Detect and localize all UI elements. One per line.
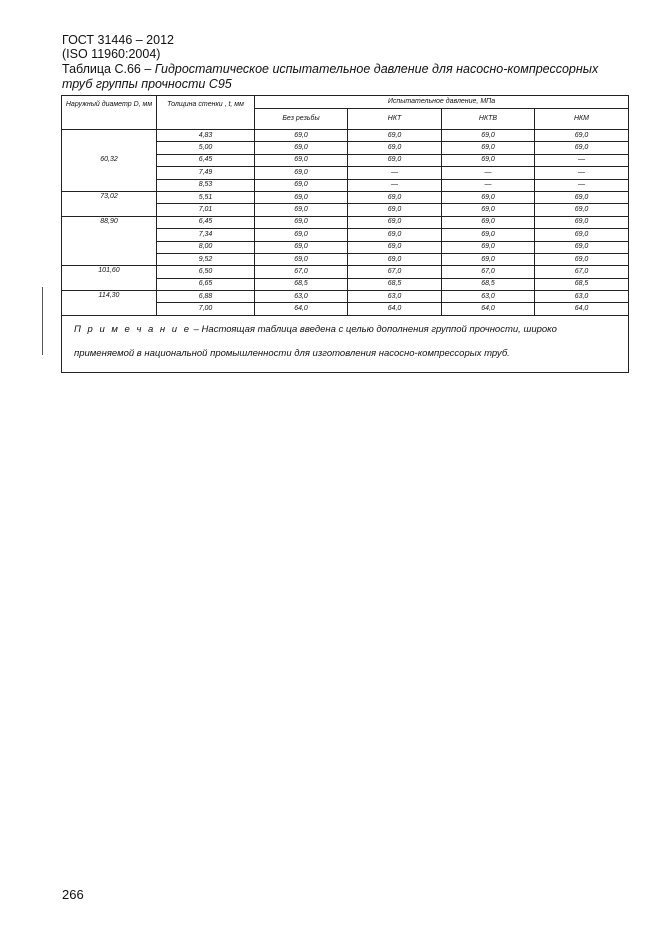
cell-pressure: — [535,154,629,166]
cell-pressure: 69,0 [535,241,629,253]
cell-pressure: 68,5 [535,278,629,290]
cell-pressure: 69,0 [255,241,348,253]
header-nkm: НКМ [535,109,629,130]
cell-pressure: — [535,167,629,179]
header-thickness: Толщина стенки , t, мм [157,96,255,130]
cell-diameter: 73,02 [62,191,157,216]
header-no-thread: Без резьбы [255,109,348,130]
cell-pressure: 69,0 [348,253,442,265]
cell-pressure: 69,0 [348,154,442,166]
cell-pressure: 69,0 [442,253,535,265]
cell-pressure: 69,0 [348,216,442,228]
cell-pressure: 69,0 [442,229,535,241]
iso-reference: (ISO 11960:2004) [62,47,161,61]
cell-pressure: 69,0 [535,253,629,265]
cell-pressure: 69,0 [255,216,348,228]
cell-diameter: 114,30 [62,291,157,316]
cell-pressure: 69,0 [348,229,442,241]
page-number: 266 [62,887,84,902]
cell-pressure: 67,0 [255,266,348,278]
table-row [62,266,629,278]
cell-pressure: 69,0 [348,130,442,142]
table-row [62,216,629,228]
cell-thickness: 6,45 [157,216,255,228]
cell-pressure: 69,0 [348,241,442,253]
table-row [62,130,629,142]
note-text-2: применяемой в национальной промышленности для изготовления насосно-компрессорых труб. [74,347,510,359]
cell-pressure: 69,0 [442,142,535,154]
cell-pressure: 63,0 [442,291,535,303]
cell-pressure: 69,0 [442,154,535,166]
cell-thickness: 6,88 [157,291,255,303]
cell-pressure: 69,0 [442,216,535,228]
cell-thickness: 4,83 [157,130,255,142]
cell-pressure: 69,0 [442,191,535,203]
cell-pressure: 64,0 [535,303,629,315]
cell-pressure: 67,0 [348,266,442,278]
cell-pressure: 69,0 [535,216,629,228]
cell-thickness: 6,65 [157,278,255,290]
cell-pressure: 63,0 [255,291,348,303]
table-row [62,291,629,303]
cell-thickness: 5,00 [157,142,255,154]
cell-diameter: 88,90 [62,216,157,266]
cell-pressure: 69,0 [348,204,442,216]
note-line-2 [74,342,618,366]
margin-change-bar [42,287,43,355]
header-row-1 [62,96,629,109]
header-pressure-group: Испытательное давление, МПа [255,96,629,109]
cell-pressure: 68,5 [442,278,535,290]
cell-thickness: 6,45 [157,154,255,166]
table-row [62,191,629,203]
caption-title: Гидростатическое испытательное давление для насосно-компрессорных труб группы прочности С95 [62,62,599,91]
cell-thickness: 8,53 [157,179,255,191]
cell-thickness: 7,49 [157,167,255,179]
cell-pressure: 64,0 [255,303,348,315]
cell-pressure: 69,0 [255,204,348,216]
table-caption [62,62,632,92]
cell-pressure: 69,0 [255,142,348,154]
cell-pressure: 69,0 [255,253,348,265]
cell-pressure: 69,0 [348,191,442,203]
cell-pressure: — [442,167,535,179]
cell-pressure: 68,5 [348,278,442,290]
cell-pressure: 64,0 [348,303,442,315]
header-nktv: НКТВ [442,109,535,130]
cell-pressure: 67,0 [535,266,629,278]
cell-pressure: 69,0 [255,154,348,166]
cell-pressure: 69,0 [255,191,348,203]
cell-diameter: 60,32 [62,130,157,192]
cell-pressure: 69,0 [535,204,629,216]
cell-pressure: — [535,179,629,191]
cell-pressure: — [442,179,535,191]
cell-pressure: 69,0 [535,229,629,241]
caption-prefix: Таблица С.66 – [62,62,155,76]
cell-pressure: 69,0 [442,204,535,216]
cell-pressure: 63,0 [535,291,629,303]
header-diameter: Наружный диаметр D, мм [62,96,157,130]
cell-pressure: 69,0 [255,229,348,241]
cell-pressure: 69,0 [255,130,348,142]
cell-pressure: 69,0 [535,191,629,203]
cell-pressure: 67,0 [442,266,535,278]
cell-pressure: — [348,167,442,179]
cell-pressure: 69,0 [255,179,348,191]
cell-diameter: 101,60 [62,266,157,291]
cell-pressure: 69,0 [348,142,442,154]
cell-pressure: 68,5 [255,278,348,290]
table-note [62,315,629,372]
pressure-table [61,95,629,373]
standard-number: ГОСТ 31446 – 2012 [62,33,174,47]
note-text-1: – Настоящая таблица введена с целью дополнения группой прочности, широко [191,323,557,335]
cell-pressure: — [348,179,442,191]
note-line-1 [74,318,618,342]
cell-thickness: 5,51 [157,191,255,203]
cell-pressure: 69,0 [535,130,629,142]
cell-pressure: 69,0 [442,241,535,253]
note-label: П р и м е ч а н и е [74,323,191,335]
cell-pressure: 63,0 [348,291,442,303]
cell-thickness: 9,52 [157,253,255,265]
header-nkt: НКТ [348,109,442,130]
note-row [62,315,629,372]
cell-pressure: 69,0 [255,167,348,179]
cell-thickness: 7,34 [157,229,255,241]
cell-thickness: 6,50 [157,266,255,278]
cell-thickness: 7,01 [157,204,255,216]
cell-thickness: 7,00 [157,303,255,315]
cell-pressure: 69,0 [535,142,629,154]
cell-thickness: 8,00 [157,241,255,253]
cell-pressure: 69,0 [442,130,535,142]
cell-pressure: 64,0 [442,303,535,315]
